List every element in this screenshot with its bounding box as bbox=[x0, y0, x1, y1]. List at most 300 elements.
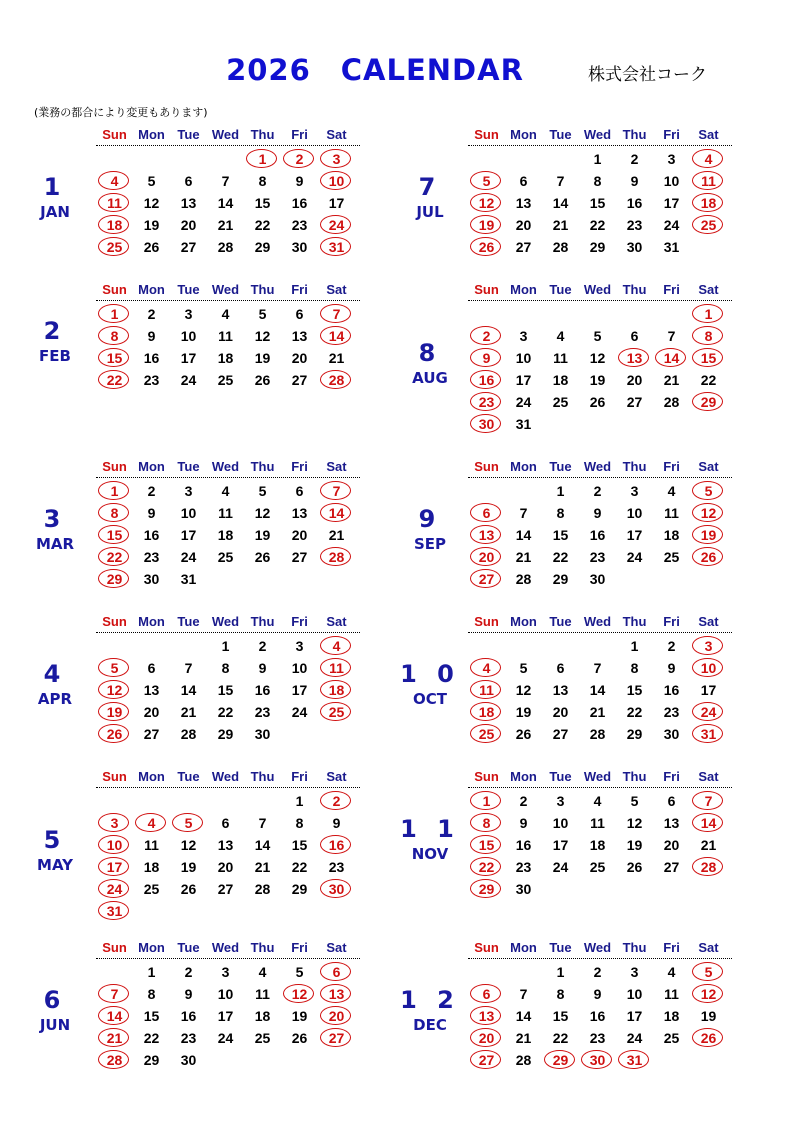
calendar-day: 5 bbox=[258, 306, 267, 322]
calendar-day: 20 bbox=[663, 837, 680, 853]
calendar-day: 1 bbox=[556, 483, 565, 499]
calendar-day: 6 bbox=[295, 483, 304, 499]
calendar-day: 14 bbox=[515, 527, 532, 543]
month-block-sep bbox=[372, 458, 762, 608]
calendar-day: 4 bbox=[667, 964, 676, 980]
calendar-day: 20 bbox=[291, 527, 308, 543]
holiday-day: 30 bbox=[468, 414, 505, 434]
month-number: 1 bbox=[43, 173, 67, 201]
holiday-day: 29 bbox=[690, 392, 727, 412]
calendar-day: 19 bbox=[700, 1008, 717, 1024]
calendar-day: 13 bbox=[515, 195, 532, 211]
header-divider bbox=[468, 477, 732, 478]
holiday-day: 27 bbox=[468, 569, 505, 589]
calendar-day: 24 bbox=[217, 1030, 234, 1046]
calendar-day: 29 bbox=[552, 571, 569, 587]
calendar-day: 21 bbox=[552, 217, 569, 233]
holiday-day: 5 bbox=[690, 962, 727, 982]
calendar-day: 16 bbox=[663, 682, 680, 698]
weekday-fri: Fri bbox=[663, 459, 680, 474]
calendar-day: 4 bbox=[258, 964, 267, 980]
month-block-dec bbox=[372, 939, 762, 1089]
holiday-day: 19 bbox=[690, 525, 727, 545]
calendar-day: 5 bbox=[630, 793, 639, 809]
calendar-day: 10 bbox=[180, 328, 197, 344]
calendar-day: 1 bbox=[593, 151, 602, 167]
holiday-day: 15 bbox=[96, 525, 133, 545]
holiday-day: 4 bbox=[318, 636, 355, 656]
weekday-tue: Tue bbox=[177, 282, 200, 297]
weekday-fri: Fri bbox=[663, 282, 680, 297]
calendar-day: 11 bbox=[255, 986, 270, 1002]
weekday-sun: Sun bbox=[474, 127, 499, 142]
weekday-thu: Thu bbox=[250, 127, 275, 142]
calendar-day: 2 bbox=[593, 483, 602, 499]
calendar-day: 9 bbox=[258, 660, 267, 676]
calendar-day: 30 bbox=[180, 1052, 197, 1068]
holiday-day: 8 bbox=[690, 326, 727, 346]
weekday-sun: Sun bbox=[102, 127, 127, 142]
month-label bbox=[380, 986, 480, 1034]
month-block-may bbox=[0, 768, 390, 918]
calendar-day: 28 bbox=[589, 726, 606, 742]
calendar-day: 21 bbox=[515, 1030, 532, 1046]
calendar-day: 26 bbox=[589, 394, 606, 410]
calendar-day: 24 bbox=[515, 394, 532, 410]
calendar-day: 9 bbox=[332, 815, 341, 831]
calendar-day: 13 bbox=[663, 815, 680, 831]
weekday-sat: Sat bbox=[698, 940, 719, 955]
calendar-day: 9 bbox=[147, 328, 156, 344]
weekday-mon: Mon bbox=[510, 940, 537, 955]
weekday-sun: Sun bbox=[474, 940, 499, 955]
holiday-day: 15 bbox=[690, 348, 727, 368]
holiday-day: 13 bbox=[468, 1006, 505, 1026]
calendar-day: 17 bbox=[552, 837, 569, 853]
calendar-day: 8 bbox=[295, 815, 304, 831]
calendar-day: 3 bbox=[184, 306, 193, 322]
calendar-day: 16 bbox=[589, 527, 606, 543]
month-number: 1 1 bbox=[400, 815, 460, 843]
calendar-day: 4 bbox=[593, 793, 602, 809]
month-block-nov bbox=[372, 768, 762, 918]
month-label bbox=[5, 173, 105, 221]
calendar-day: 2 bbox=[519, 793, 528, 809]
calendar-day: 2 bbox=[258, 638, 267, 654]
month-name: OCT bbox=[413, 690, 447, 708]
weekday-header bbox=[96, 613, 360, 631]
weekday-tue: Tue bbox=[177, 459, 200, 474]
calendar-day: 10 bbox=[291, 660, 308, 676]
calendar-day: 2 bbox=[147, 306, 156, 322]
holiday-day: 24 bbox=[318, 215, 355, 235]
holiday-day: 30 bbox=[579, 1050, 616, 1070]
holiday-day: 23 bbox=[468, 392, 505, 412]
calendar-day: 18 bbox=[663, 1008, 680, 1024]
calendar-day: 17 bbox=[291, 682, 308, 698]
calendar-day: 10 bbox=[552, 815, 569, 831]
calendar-day: 14 bbox=[515, 1008, 532, 1024]
weekday-wed: Wed bbox=[583, 127, 612, 142]
calendar-day: 16 bbox=[143, 350, 160, 366]
weekday-fri: Fri bbox=[291, 769, 308, 784]
calendar-day: 8 bbox=[593, 173, 602, 189]
weekday-sat: Sat bbox=[326, 282, 347, 297]
holiday-day: 7 bbox=[318, 304, 355, 324]
holiday-day: 22 bbox=[96, 370, 133, 390]
calendar-day: 10 bbox=[626, 505, 643, 521]
calendar-day: 19 bbox=[254, 527, 271, 543]
holiday-day: 24 bbox=[96, 879, 133, 899]
holiday-day: 29 bbox=[96, 569, 133, 589]
holiday-day: 13 bbox=[468, 525, 505, 545]
month-grid bbox=[96, 768, 360, 919]
calendar-day: 26 bbox=[254, 372, 271, 388]
calendar-day: 27 bbox=[515, 239, 532, 255]
calendar-day: 6 bbox=[630, 328, 639, 344]
calendar-day: 29 bbox=[291, 881, 308, 897]
company-name: 株式会社コーク bbox=[588, 65, 707, 85]
calendar-day: 31 bbox=[663, 239, 680, 255]
calendar-day: 13 bbox=[143, 682, 160, 698]
month-grid bbox=[468, 126, 732, 255]
calendar-day: 18 bbox=[143, 859, 160, 875]
month-name: JAN bbox=[40, 203, 70, 221]
holiday-day: 25 bbox=[468, 724, 505, 744]
weekday-thu: Thu bbox=[250, 940, 275, 955]
calendar-day: 12 bbox=[254, 328, 271, 344]
calendar-day: 6 bbox=[667, 793, 676, 809]
month-block-aug bbox=[372, 281, 762, 431]
calendar-day: 20 bbox=[552, 704, 569, 720]
holiday-day: 11 bbox=[318, 658, 355, 678]
calendar-day: 21 bbox=[515, 549, 532, 565]
calendar-day: 13 bbox=[217, 837, 234, 853]
weekday-sat: Sat bbox=[698, 127, 719, 142]
holiday-day: 18 bbox=[318, 680, 355, 700]
weekday-mon: Mon bbox=[510, 614, 537, 629]
calendar-day: 28 bbox=[663, 394, 680, 410]
calendar-day: 6 bbox=[556, 660, 565, 676]
month-block-apr bbox=[0, 613, 390, 763]
weekday-sun: Sun bbox=[102, 769, 127, 784]
month-number: 3 bbox=[43, 505, 67, 533]
calendar-day: 8 bbox=[556, 986, 565, 1002]
calendar-day: 14 bbox=[254, 837, 271, 853]
calendar-day: 27 bbox=[180, 239, 197, 255]
calendar-day: 15 bbox=[552, 527, 569, 543]
weekday-sat: Sat bbox=[326, 614, 347, 629]
calendar-day: 17 bbox=[626, 1008, 643, 1024]
weekday-tue: Tue bbox=[177, 614, 200, 629]
holiday-day: 13 bbox=[616, 348, 653, 368]
weekday-wed: Wed bbox=[583, 614, 612, 629]
calendar-day: 15 bbox=[254, 195, 271, 211]
weekday-header bbox=[96, 126, 360, 144]
holiday-day: 24 bbox=[690, 702, 727, 722]
holiday-day: 10 bbox=[96, 835, 133, 855]
calendar-day: 13 bbox=[552, 682, 569, 698]
holiday-day: 2 bbox=[318, 791, 355, 811]
calendar-day: 16 bbox=[515, 837, 532, 853]
calendar-day: 26 bbox=[626, 859, 643, 875]
holiday-day: 7 bbox=[318, 481, 355, 501]
calendar-day: 6 bbox=[147, 660, 156, 676]
month-number: 7 bbox=[418, 173, 442, 201]
holiday-day: 2 bbox=[281, 149, 318, 169]
weekday-thu: Thu bbox=[250, 614, 275, 629]
month-name: SEP bbox=[413, 535, 447, 553]
header-divider bbox=[96, 477, 360, 478]
calendar-day: 27 bbox=[626, 394, 643, 410]
calendar-day: 12 bbox=[589, 350, 606, 366]
calendar-day: 2 bbox=[667, 638, 676, 654]
calendar-day: 14 bbox=[217, 195, 234, 211]
holiday-day: 9 bbox=[468, 348, 505, 368]
weekday-wed: Wed bbox=[211, 940, 240, 955]
calendar-day: 28 bbox=[217, 239, 234, 255]
holiday-day: 20 bbox=[318, 1006, 355, 1026]
month-name: AUG bbox=[412, 369, 448, 387]
holiday-day: 12 bbox=[281, 984, 318, 1004]
calendar-day: 3 bbox=[667, 151, 676, 167]
weekday-sat: Sat bbox=[326, 769, 347, 784]
calendar-day: 22 bbox=[217, 704, 234, 720]
calendar-day: 22 bbox=[254, 217, 271, 233]
weekday-tue: Tue bbox=[549, 459, 572, 474]
calendar-day: 16 bbox=[143, 527, 160, 543]
month-block-jun bbox=[0, 939, 390, 1089]
calendar-day: 27 bbox=[291, 372, 308, 388]
weekday-sat: Sat bbox=[326, 459, 347, 474]
holiday-day: 12 bbox=[690, 984, 727, 1004]
calendar-day: 29 bbox=[143, 1052, 160, 1068]
holiday-day: 14 bbox=[96, 1006, 133, 1026]
header-divider bbox=[468, 632, 732, 633]
holiday-day: 7 bbox=[690, 791, 727, 811]
calendar-day: 8 bbox=[221, 660, 230, 676]
month-grid bbox=[468, 281, 732, 432]
calendar-day: 6 bbox=[221, 815, 230, 831]
calendar-day: 23 bbox=[589, 1030, 606, 1046]
calendar-day: 28 bbox=[254, 881, 271, 897]
calendar-day: 17 bbox=[328, 195, 345, 211]
calendar-day: 2 bbox=[630, 151, 639, 167]
holiday-day: 1 bbox=[244, 149, 281, 169]
holiday-day: 29 bbox=[468, 879, 505, 899]
calendar-day: 29 bbox=[254, 239, 271, 255]
calendar-day: 19 bbox=[254, 350, 271, 366]
calendar-day: 12 bbox=[143, 195, 160, 211]
calendar-day: 26 bbox=[515, 726, 532, 742]
holiday-day: 25 bbox=[318, 702, 355, 722]
calendar-day: 11 bbox=[144, 837, 159, 853]
month-grid bbox=[96, 281, 360, 388]
month-name: JUL bbox=[416, 203, 444, 221]
weekday-sun: Sun bbox=[474, 459, 499, 474]
holiday-day: 5 bbox=[170, 813, 207, 833]
calendar-day: 2 bbox=[593, 964, 602, 980]
weekday-sat: Sat bbox=[698, 459, 719, 474]
month-grid bbox=[468, 613, 732, 742]
weekday-header bbox=[96, 939, 360, 957]
calendar-day: 21 bbox=[328, 350, 345, 366]
calendar-day: 15 bbox=[589, 195, 606, 211]
calendar-day: 17 bbox=[180, 527, 197, 543]
calendar-day: 5 bbox=[593, 328, 602, 344]
calendar-day: 17 bbox=[217, 1008, 234, 1024]
month-label bbox=[5, 505, 105, 553]
calendar-day: 24 bbox=[291, 704, 308, 720]
weekday-mon: Mon bbox=[510, 769, 537, 784]
month-number: 5 bbox=[43, 826, 67, 854]
calendar-day: 30 bbox=[143, 571, 160, 587]
calendar-day: 24 bbox=[180, 549, 197, 565]
weekday-mon: Mon bbox=[510, 127, 537, 142]
calendar-day: 9 bbox=[519, 815, 528, 831]
holiday-day: 8 bbox=[468, 813, 505, 833]
calendar-day: 7 bbox=[556, 173, 565, 189]
weekday-header bbox=[96, 768, 360, 786]
calendar-day: 20 bbox=[143, 704, 160, 720]
calendar-day: 8 bbox=[147, 986, 156, 1002]
calendar-day: 23 bbox=[515, 859, 532, 875]
calendar-day: 27 bbox=[291, 549, 308, 565]
calendar-day: 18 bbox=[589, 837, 606, 853]
calendar-day: 15 bbox=[217, 682, 234, 698]
header-divider bbox=[468, 300, 732, 301]
calendar-day: 17 bbox=[700, 682, 717, 698]
calendar-day: 23 bbox=[291, 217, 308, 233]
calendar-day: 8 bbox=[630, 660, 639, 676]
calendar-day: 10 bbox=[217, 986, 234, 1002]
holiday-day: 27 bbox=[318, 1028, 355, 1048]
calendar-day: 21 bbox=[180, 704, 197, 720]
calendar-day: 20 bbox=[180, 217, 197, 233]
header-divider bbox=[96, 300, 360, 301]
weekday-sun: Sun bbox=[102, 940, 127, 955]
calendar-day: 10 bbox=[180, 505, 197, 521]
weekday-mon: Mon bbox=[138, 940, 165, 955]
holiday-day: 5 bbox=[468, 171, 505, 191]
holiday-day: 22 bbox=[96, 547, 133, 567]
calendar-day: 30 bbox=[291, 239, 308, 255]
calendar-day: 11 bbox=[664, 505, 679, 521]
weekday-tue: Tue bbox=[549, 282, 572, 297]
month-name: APR bbox=[37, 690, 73, 708]
calendar-day: 13 bbox=[180, 195, 197, 211]
month-block-feb bbox=[0, 281, 390, 431]
holiday-day: 19 bbox=[468, 215, 505, 235]
holiday-day: 12 bbox=[690, 503, 727, 523]
calendar-day: 25 bbox=[663, 1030, 680, 1046]
weekday-thu: Thu bbox=[250, 459, 275, 474]
weekday-wed: Wed bbox=[583, 459, 612, 474]
month-number: 4 bbox=[43, 660, 67, 688]
month-grid bbox=[96, 939, 360, 1068]
header-divider bbox=[96, 145, 360, 146]
holiday-day: 8 bbox=[96, 326, 133, 346]
holiday-day: 20 bbox=[468, 547, 505, 567]
weekday-fri: Fri bbox=[663, 940, 680, 955]
holiday-day: 28 bbox=[318, 370, 355, 390]
calendar-day: 22 bbox=[552, 549, 569, 565]
holiday-day: 3 bbox=[96, 813, 133, 833]
calendar-day: 12 bbox=[180, 837, 197, 853]
calendar-day: 11 bbox=[218, 505, 233, 521]
holiday-day: 11 bbox=[468, 680, 505, 700]
weekday-tue: Tue bbox=[177, 940, 200, 955]
calendar-day: 21 bbox=[254, 859, 271, 875]
calendar-day: 28 bbox=[515, 1052, 532, 1068]
weekday-tue: Tue bbox=[549, 769, 572, 784]
holiday-day: 12 bbox=[468, 193, 505, 213]
header-divider bbox=[96, 958, 360, 959]
calendar-day: 10 bbox=[515, 350, 532, 366]
holiday-day: 7 bbox=[96, 984, 133, 1004]
calendar-day: 30 bbox=[254, 726, 271, 742]
calendar-day: 12 bbox=[254, 505, 271, 521]
holiday-day: 8 bbox=[96, 503, 133, 523]
calendar-day: 22 bbox=[143, 1030, 160, 1046]
weekday-fri: Fri bbox=[663, 769, 680, 784]
calendar-day: 5 bbox=[258, 483, 267, 499]
month-block-jul bbox=[372, 126, 762, 276]
holiday-day: 31 bbox=[318, 237, 355, 257]
weekday-wed: Wed bbox=[211, 769, 240, 784]
calendar-day: 22 bbox=[589, 217, 606, 233]
calendar-day: 4 bbox=[556, 328, 565, 344]
weekday-mon: Mon bbox=[138, 459, 165, 474]
weekday-thu: Thu bbox=[250, 769, 275, 784]
calendar-day: 3 bbox=[630, 964, 639, 980]
holiday-day: 5 bbox=[690, 481, 727, 501]
holiday-day: 25 bbox=[690, 215, 727, 235]
calendar-day: 19 bbox=[143, 217, 160, 233]
calendar-day: 7 bbox=[519, 505, 528, 521]
holiday-day: 6 bbox=[468, 984, 505, 1004]
holiday-day: 2 bbox=[468, 326, 505, 346]
weekday-tue: Tue bbox=[549, 614, 572, 629]
calendar-day: 11 bbox=[553, 350, 568, 366]
holiday-day: 26 bbox=[468, 237, 505, 257]
holiday-day: 27 bbox=[468, 1050, 505, 1070]
weekday-sun: Sun bbox=[102, 282, 127, 297]
weekday-wed: Wed bbox=[211, 614, 240, 629]
holiday-day: 1 bbox=[96, 304, 133, 324]
weekday-mon: Mon bbox=[138, 769, 165, 784]
month-label bbox=[380, 173, 480, 221]
calendar-day: 23 bbox=[180, 1030, 197, 1046]
calendar-day: 25 bbox=[552, 394, 569, 410]
weekday-fri: Fri bbox=[291, 459, 308, 474]
calendar-day: 10 bbox=[626, 986, 643, 1002]
calendar-day: 13 bbox=[291, 505, 308, 521]
calendar-day: 6 bbox=[295, 306, 304, 322]
weekday-wed: Wed bbox=[583, 940, 612, 955]
weekday-fri: Fri bbox=[291, 282, 308, 297]
calendar-day: 3 bbox=[519, 328, 528, 344]
calendar-day: 12 bbox=[515, 682, 532, 698]
weekday-tue: Tue bbox=[177, 769, 200, 784]
calendar-day: 30 bbox=[663, 726, 680, 742]
weekday-fri: Fri bbox=[663, 614, 680, 629]
calendar-day: 14 bbox=[180, 682, 197, 698]
calendar-day: 18 bbox=[254, 1008, 271, 1024]
weekday-wed: Wed bbox=[211, 459, 240, 474]
holiday-day: 18 bbox=[96, 215, 133, 235]
weekday-thu: Thu bbox=[622, 282, 647, 297]
